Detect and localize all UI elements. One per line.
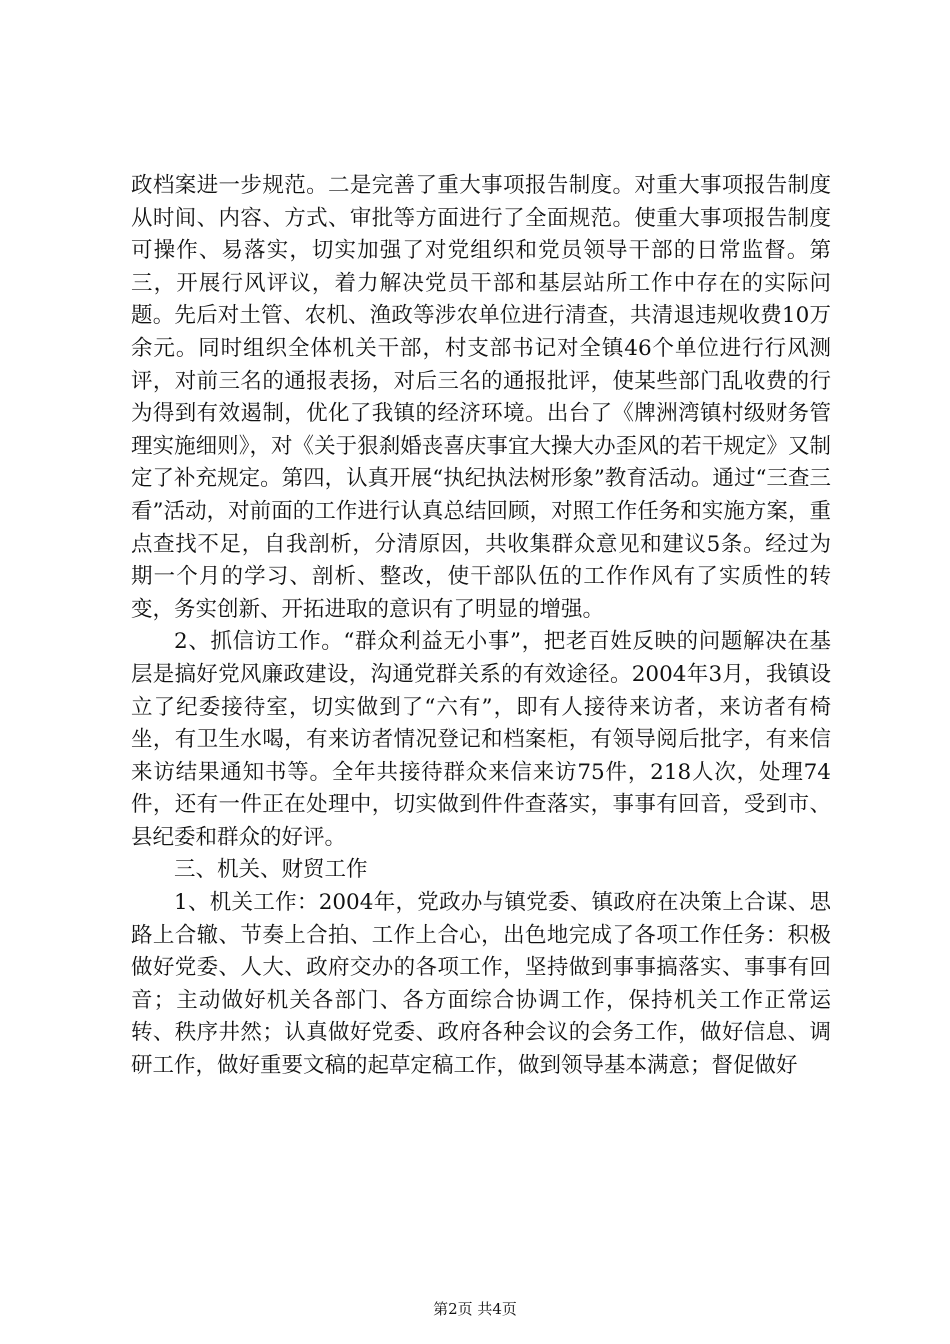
paragraph-petition-work: 2、抓信访工作。“群众利益无小事”，把老百姓反映的问题解决在基层是搞好党风廉政建设，沟通党群关系的有效途径。2004年3月，我镇设立了纪委接待室，切实做到了“六有”，即有人接待来访者，来访者有椅坐，有卫生水喝，有来访者情况登记和档案柜，有领导阅后批字，有来信来访结果通知书等。全年共接待群众来信来访75件，218人次，处理74件，还有一件正在处理中，切实做到件件查落实，事事有回音，受到市、县纪委和群众的好评。 (131, 629, 831, 850)
document-body (131, 170, 831, 1083)
section-heading-organs-finance: 三、机关、财贸工作 (174, 857, 368, 883)
page-footer: 第2页 共4页 (433, 1300, 517, 1318)
paragraph-organ-work: 1、机关工作：2004年，党政办与镇党委、镇政府在决策上合谋、思路上合辙、节奏上合拍、工作上合心，出色地完成了各项工作任务：积极做好党委、人大、政府交办的各项工作，坚持做到事事搞落实、事事有回音；主动做好机关各部门、各方面综合协调工作，保持机关工作正常运转、秩序井然；认真做好党委、政府各种会议的会务工作，做好信息、调研工作，做好重要文稿的起草定稿工作，做到领导基本满意；督促做好 (131, 890, 831, 1079)
paragraph-continuation: 政档案进一步规范。二是完善了重大事项报告制度。对重大事项报告制度从时间、内容、方式、审批等方面进行了全面规范。使重大事项报告制度可操作、易落实，切实加强了对党组织和党员领导干部的日常监督。第三，开展行风评议，着力解决党员干部和基层站所工作中存在的实际问题。先后对土管、农机、渔政等涉农单位进行清查，共清退违规收费10万余元。同时组织全体机关干部，村支部书记对全镇46个单位进行行风测评，对前三名的通报表扬，对后三名的通报批评，使某些部门乱收费的行为得到有效遏制，优化了我镇的经济环境。出台了《牌洲湾镇村级财务管理实施细则》，对《关于狠刹婚丧喜庆事宜大操大办歪风的若干规定》又制定了补充规定。第四，认真开展“执纪执法树形象”教育活动。通过“三查三看”活动，对前面的工作进行认真总结回顾，对照工作任务和实施方案，重点查找不足，自我剖析，分清原因，共收集群众意见和建议5条。经过为期一个月的学习、剖析、整改，使干部队伍的工作作风有了实质性的转变，务实创新、开拓进取的意识有了明显的增强。 (131, 173, 831, 622)
